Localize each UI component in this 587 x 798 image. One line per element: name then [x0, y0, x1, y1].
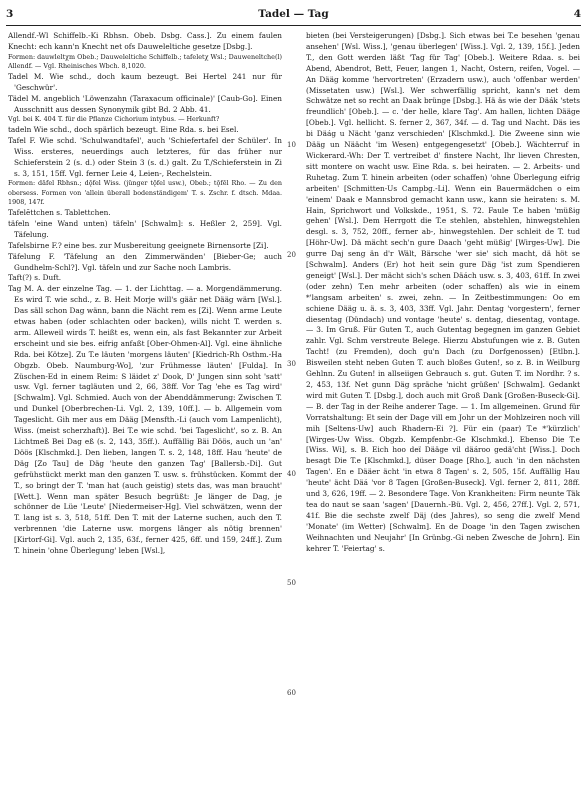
entry-text: bieten (bei Versteigerungen) [Dsbg.]. Sich etwas bei T.e besehen 'genau ansehen' [Wsl. Wiss.], 'genau überlegen' [Wiss.]. Vgl. 2, 139, 15f.]. Jeden T., den Gott werden läßt 'Tag für Tag' [Obeb.]. Weitere Rdaa. s. bei Abend, Abendrot, Bett, Feuer, langen 1, Nacht, Ostern, reifen, Vogel. — An Dääg komme 'hervortreten' (Erzadern usw.), auch 'offenbar werden' (Missetaten usw.) [Wsl.]. Wer schwerfällig spricht, kann's net dem Schwätze net so recht an Daak brünge [Dsbg.]. Hä äs wie der Däák 'stets freundlich' [Obeb.]. — c. 'der helle, klare Tag'. Am hallen, lichten Dääge [Obeb.]. Vgl. hellicht. S. ferner 2, 367, 34f. — d. Tag und Nacht. Däs ies bi Däág u Nächt 'ganz verschieden' [Klschmkd.]. Die Zweene sinn wie Dääg un Näächt 'im Wesen) entgegengesetzt' [Obeb.]. Wächterruf in Wickerard.-Wh: Der T. vertreibet d' finstere Nacht, Ihr lieven Chresten, sitt montere on wacht usw. Eine Rda. s. bei heiraten. — 2. Arbeits- und Ruhetag. Zum T. hinein arbeiten (oder schaffen) 'ohne Überlegung eifrig arbeiten' [Schmitten-Us Campbg.-Li]. Wenn ein Bauermädchen o eim 'einem' Daak e Mannsbrod gemacht kann usw., kann sie heiraten: s. M. Hain, Sprichwort und Volkskde., 1951, S. 72. Faule T.e haben 'müßig gehen' [Wsl.]. Dem Herrgott die T.e stehlen, abstehlen, hinwegstehlen desgl. s. 3, 752, 20ff., ferner ab-, hinwegstehlen. Der schleit de T. tud [Höhr-Uw]. Dä mächt sech'n gure Daach 'geht müßig' [Wirges-Uw]. Die gurre Daj seng än d'r Wält, Bärsche 'wer sie' sich macht, dä höt se [Schwalm]. Anders (Er) hot heit sein gure Däg 'ist zum Spendieren geneigt' [Wsl.]. Der mächt sich's schen Däách usw. s. 3, 403, 61ff. In zwei (oder zehn) T.en mehr arbeiten (oder schaffen) als wie in einem *'langsam arbeiten' s. zwei, zehn. — In Zeitbestimmungen: Oo em schiene Dääg u. ä. s. 3, 403, 33ff. Vgl. Jahr. Dentag 'vorgestern', ferner diesentag (Dündach) und vontage 'heute' s. dentag, diesentag, vontage. — 3. Im Gruß. Für Guten T., auch Gutentag begegnen im ganzen Gebiet zahlr. Vgl. Schm verstreute Belege. Hierzu Abstufungen wie z. B. Guten Tacht! (zu Fremden), doch gu'n Dach (zu Dorfgenossen) [Etlbn.]. Bisweilen steht neben Guten T. auch bloßes Guten!, so z. B. in Weilburg Gehlnn. Zu Guten! in allseiigen Gebrauch s. gut. Guten T. im Nordhr. ? s. 2, 453, 13f. Net gunn Däg spräche 'nicht grüßen' [Schwalm]. Gedankt wird mit Guten T. [Dsbg.], doch auch mit Groß Dank [Großen-Buseck-Gi]. — B. der Tag in der Reihe anderer Tage. — 1. Im allgemeinen. Grund für Vorratshaltung: Et sein der Dage vill em Johr un der Mohlzeiren noch vill mih [Seltens-Uw] auch Rhadern-Ei ?]. Für ein (paar) T.e *'kürzlich' [Wirges-Uw Wiss. Obgzb. Kempfenbr.-Ge Klschmkd.]. Ebenso Die T.e [Wiss. Wi], s. B. Eich hoo deï Dääge vil däároo gedä'cht [Wiss.]. Doch besagt Die T.e [Klschmkd.], düser Doage [Rho.], auch 'in den nächsten Tagen'. En e Dääer ächt 'in etwa 8 Tagen' s. 2, 505, 15f. Auffällig Hau 'heute' ächt Däá 'vor 8 Tagen [Großen-Buseck]. Vgl. ferner 2, 811, 28ff. und 3, 626, 19ff. — 2. Besondere Tage. Von Krankheiten: Firm neunte Täk tea do naut se saan 'sagen' [Dauernh.-Bü. Vgl. 2, 456, 27ff.]. Vgl. 2, 571, 41f. Bie die sechste zwelf Däj (des Jahres), so seng die zwelf Mend 'Monate' (im Wetter) [Schwalm]. En de Doage 'in den Tagen zwischen Weihnachten und Neujahr' [In Grünbg.-Gi neben Zwesche de Johrn]. Ein kehrer T. 'Feiertag' s.	[306, 31, 580, 553]
entry-tafelettchen: Tafelēttchen s. Tablettchen.	[8, 207, 111, 217]
page-number-right: 4	[573, 8, 581, 20]
entry-taft: Taft(?) s. Duft.	[8, 273, 62, 283]
line-number: 10	[287, 141, 296, 149]
header-rule	[6, 25, 581, 26]
page-number-left: 3	[6, 8, 14, 20]
line-number: 40	[287, 470, 296, 478]
entry-tafel: Tafel F. Wie schd. 'Schulwandtafel', auch 'Schiefertafel der Schüler'. In Wiss. ersteres, neuerdings auch letzteres, für das früher nur Schieferstein 2 (s. d.) oder Stein 3 (s. d.) galt. Zu T./Schieferstein in Zi s. 3, 151, 15ff. Vgl. ferner Leie 4, Leien-, Rechelstein.	[8, 135, 282, 178]
entry-tag: Tag M. A. der einzelne Tag. — 1. der Lichttag. — a. Morgendämmerung. Es wird T. wie schd., z. B. Heit Morje will's gäär net Dääg wärn [Wsl.]. Das säll schon Dag wänn, bann die Nächt rem es [Zi]. Wenn arme Leute etwas haben (oder schlachten oder backen), wills nicht T. werden s. arm. Alleweil wirds T. heißt es, wenn ein, als fast Bekannter zur Arbeit erscheint und sie bes. eifrig anfaßt [Ober-Ohmen-Al]. Vgl. eine ähnliche Rda. bei Kötze]. Zu T.e läuten 'morgens läuten' [Kiedrich-Rh Osthm.-Ha Obgzb. Obeb. Naumburg-Wo], 'zur Frühmesse läuten' [Fulda]. In Züschen-Ed in einem Reim: S läidet z' Dook, D' Jungen sinn soht 'satt' usw. Vgl. ferner tagläuten und 2, 66, 38ff. Vor Tag 'ehe es Tag wird' [Schwalm]. Vgl. Schmied. Auch von der Abenddämmerung: Zwischen T. und Dunkel [Oberbrechen-Li. Vgl. 2, 139, 10ff.]. — b. Allgemein vom Tageslicht. Gih mer aus em Dääg [Mensfth.-Li (auch vom Lampenlicht), Wiss. (meist scherzhaft)]. Bei T.e wie schd. 'bei Tageslicht', so z. B. An Lichtmeß Bei Dag eß (s. 2, 143, 35ff.). Auffällig Bäi Döös, auch un 'an' Döös [Klschmkd.]. Den lieben, langen T. s. 2, 148, 18ff. Hau 'heute' de Däg [Zo Tau] de Däg 'heute den ganzen Tag' [Ballersb.-Di]. Gut gefrühstückt merkt man den ganzen T. usw. s. frühstücken. Kommt der T., so bringt der T. 'man hat (auch geistig) stets das, was man braucht' [Wett.]. Wenn man später Besuch begrüßt: Je länger de Dag, je schönner de Lüe 'Leute' [Niedermeiser-Hg]. Viel schwätzen, wenn der T. lang ist s. 3, 518, 51ff. Den T. mit der Laterne suchen, auch den T. verbrennen 'die Laterne usw. morgens länger als nötig brennen' [Kirtorf-Gi]. Vgl. auch 2, 135, 63f., ferner 425, 6ff. und 159, 24ff.]. Zum T. hinein 'ohne Überlegung' leben [Wsl.],	[8, 284, 282, 556]
entry-forms: Formen: dāfel Rbhsn.; dǭfel Wiss. (jünger tǭfel usw.), Obeb.; tǭfēl Rho. — Zu den obersess. Formen von 'allein überall bodenständigem' T. s. Zschr. f. dtsch. Mdaa. 1908, 147f.	[8, 179, 282, 207]
left-column	[8, 31, 282, 791]
line-number: 50	[287, 579, 296, 587]
entry-taefeln: täfeln 'eine Wand unten) täfeln' [Schwalm]: s. Heßler 2, 259]. Vgl. Täfelung.	[8, 218, 282, 239]
page-title: Tadel — Tag	[258, 8, 329, 20]
entry-taedel: Tädel M. angeblich 'Löwenzahn (Taraxacum officinale)' [Caub-Go]. Einen Ausschnitt aus dessen Synonymik gibt Bd. 2 Abb. 41.	[8, 93, 282, 114]
entry-tadel: Tadel M. Wie schd., doch kaum bezeugt. Bei Hertel 241 nur für 'Geschwür'.	[8, 71, 282, 92]
entry-tadeln: tadeln Wie schd., doch spärlich bezeugt. Eine Rda. s. bei Esel.	[8, 124, 239, 134]
entry-note: Vgl. bei K. 404 T. für die Pflanze Cichorium intybus. — Herkunft?	[8, 115, 220, 124]
right-column	[306, 31, 580, 791]
line-number: 60	[287, 689, 296, 697]
line-number: 30	[287, 360, 296, 368]
entry-tafelsbirne: Tafelsbirne F.? eine bes. zur Musbereitung geeignete Birnensorte [Zi].	[8, 240, 269, 250]
entry-text: Allendf.-Wl Schiffelb.-Ki Rbhsn. Obeb. Dsbg. Cass.]. Zu einem faulen Knecht: ech kann'n Knecht net ofs Dauweleltiche gesetze [Dsbg.].	[8, 31, 282, 51]
line-number: 20	[287, 251, 296, 259]
entry-taefelung: Täfelung F. 'Täfelung an den Zimmerwänden' [Bieber-Ge; auch Gundhelm-Schl?]. Vgl. täfeln und zur Sache noch Lambris.	[8, 251, 282, 272]
page-header	[6, 8, 581, 24]
entry-forms: Formen: dauwleltχm Obeb.; Dauweleltiche Schiffelb.; tafeletχ Wsl.; Dauweneltche(l) Allendf. — Vgl. Rheinisches Wbch. 8,1020.	[8, 52, 282, 71]
